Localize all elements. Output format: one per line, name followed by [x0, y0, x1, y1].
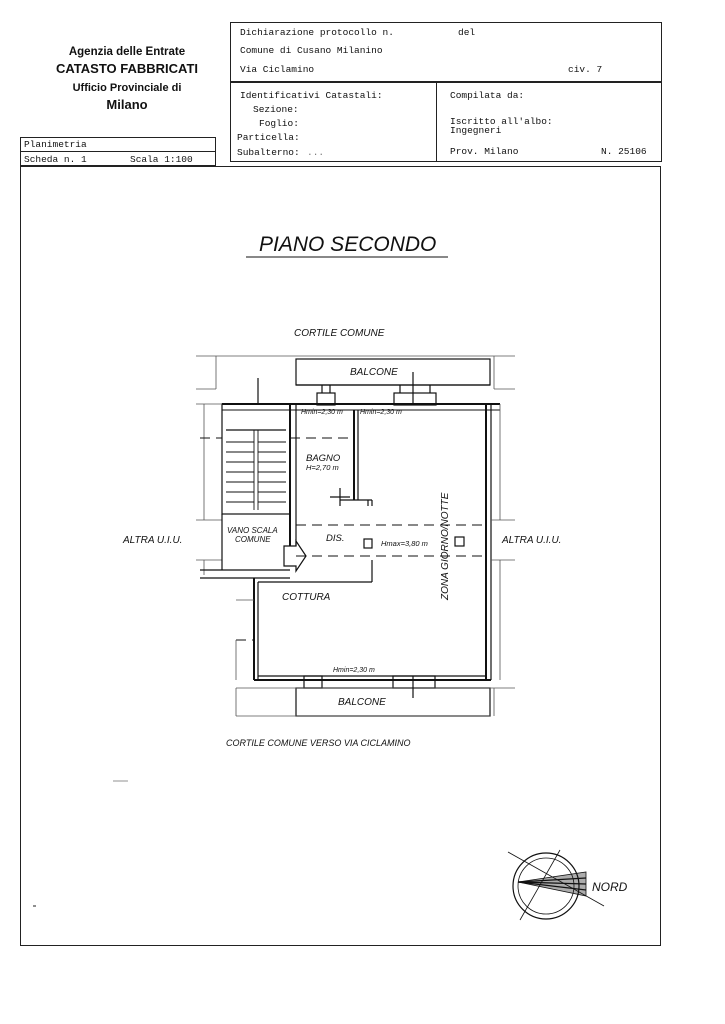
comune-text: Comune di Cusano Milanino: [240, 45, 383, 56]
hmin-bottom-label: Hmin=2,30 m: [333, 667, 375, 674]
cortile-top-label: CORTILE COMUNE: [294, 328, 385, 339]
iscritto-value: Ingegneri: [450, 125, 502, 136]
numero-text: N. 25106: [601, 146, 647, 157]
scala-text: Scala 1:100: [130, 154, 193, 165]
bagno-label: BAGNO: [306, 453, 341, 464]
fixture-1: [364, 539, 372, 548]
subalterno-label: Subalterno:: [237, 147, 300, 158]
ufficio-label: Ufficio Provinciale di: [72, 82, 182, 94]
stair-treads: [226, 430, 286, 510]
date-label: del: [458, 27, 476, 38]
sezione-label: Sezione:: [253, 104, 299, 115]
plan-heading: PIANO SECONDO: [259, 233, 437, 256]
prov-label: Prov. Milano: [450, 146, 519, 157]
particella-label: Particella:: [237, 132, 300, 143]
subalterno-value: ...: [307, 147, 325, 158]
hmax-label: Hmax=3,80 m: [381, 539, 428, 548]
window-bottom-1: [304, 676, 322, 688]
iscritto-label: Iscritto all'albo:: [450, 116, 553, 127]
compilata-label: Compilata da:: [450, 90, 525, 101]
agency-name: Agenzia delle Entrate: [68, 46, 186, 58]
vano-scala-comune: COMUNE: [235, 535, 271, 544]
scheda-text: Scheda n. 1: [24, 154, 87, 165]
protocol-label: Dichiarazione protocollo n.: [240, 27, 394, 38]
altra-uiu-right: ALTRA U.I.U.: [502, 535, 562, 546]
north-compass-icon: [508, 850, 604, 920]
ident-title: Identificativi Catastali:: [240, 90, 383, 101]
hmin-right-label: Hmin=2,30 m: [360, 409, 402, 416]
cortile-bottom-label: CORTILE COMUNE VERSO VIA CICLAMINO: [226, 738, 411, 748]
hmin-left-label: Hmin=2,30 m: [301, 409, 343, 416]
cottura-label: COTTURA: [282, 592, 331, 603]
balcone-top-label: BALCONE: [350, 367, 398, 378]
nord-label: NORD: [592, 880, 628, 894]
balcony-bottom: [296, 688, 490, 716]
ufficio-city: Milano: [106, 97, 148, 112]
catasto-title: CATASTO FABBRICATI: [55, 61, 199, 76]
foglio-label: Foglio:: [259, 118, 299, 129]
dis-label: DIS.: [326, 533, 345, 544]
planimetria-title: Planimetria: [24, 139, 87, 150]
stair-block: [222, 404, 290, 514]
balcone-bottom-label: BALCONE: [338, 697, 386, 708]
window-bottom-2: [393, 676, 435, 688]
altra-uiu-left: ALTRA U.I.U.: [123, 535, 183, 546]
bagno-height: H=2,70 m: [306, 463, 339, 472]
fixture-2: [455, 537, 464, 546]
civico-text: civ. 7: [568, 64, 603, 75]
vano-scala-label: VANO SCALA: [227, 526, 278, 535]
zona-giorno-notte-label: ZONA GIORNO/NOTTE: [440, 492, 451, 600]
via-text: Via Ciclamino: [240, 64, 315, 75]
